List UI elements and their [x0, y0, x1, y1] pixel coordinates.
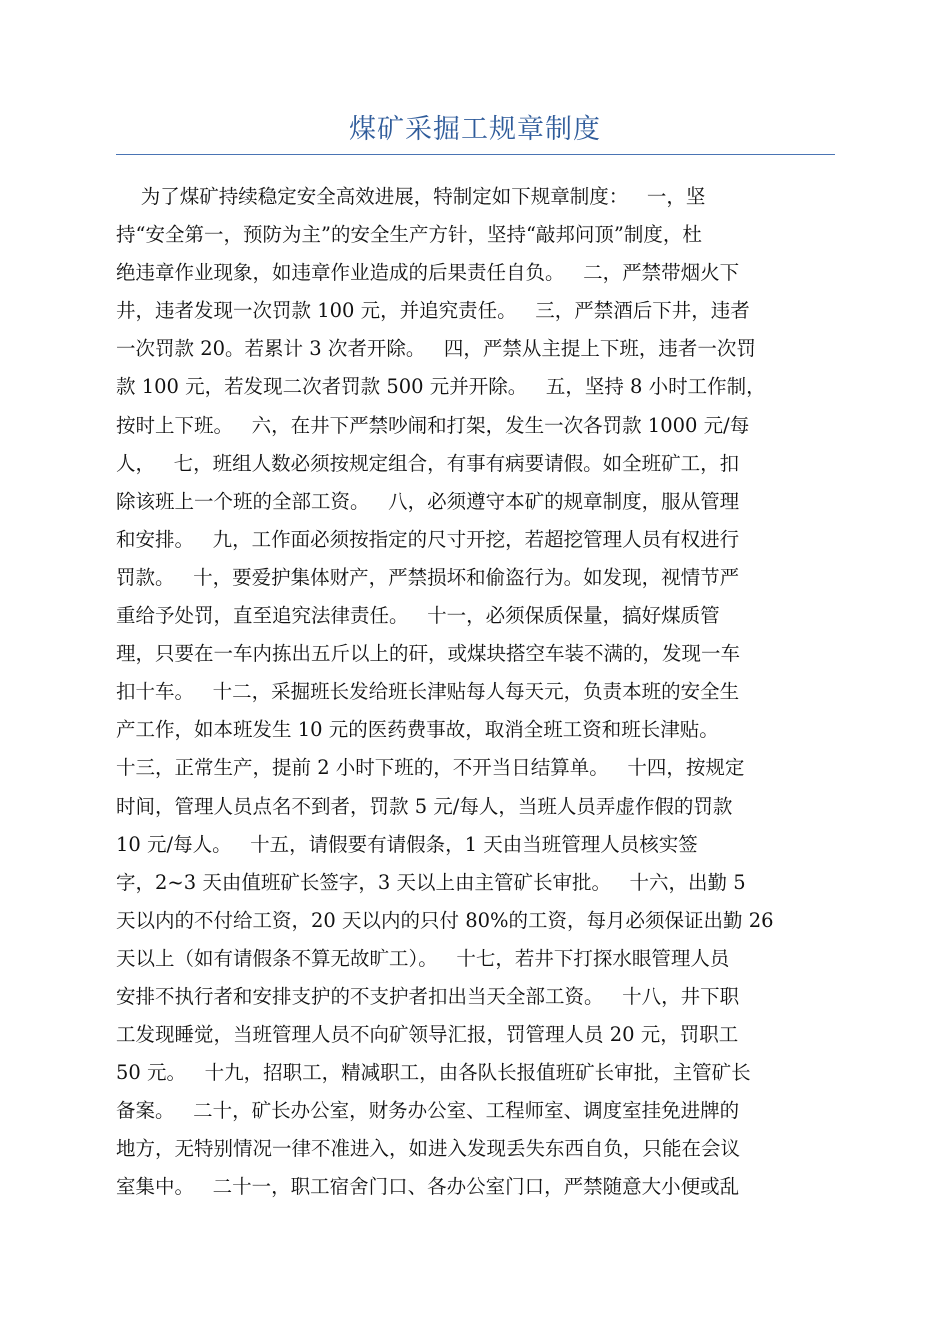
body-line: 持“安全第一，预防为主”的安全生产方针，坚持“敲邦问顶”制度，杜 [116, 223, 702, 247]
body-line: 地方，无特别情况一律不准进入，如进入发现丢失东西自负，只能在会议 [116, 1137, 741, 1161]
body-line: 款 100 元，若发现二次者罚款 500 元并开除。 五，坚持 8 小时工作制， [116, 375, 766, 399]
body-line: 重给予处罚，直至追究法律责任。 十一，必须保质保量，搞好煤质管 [116, 604, 720, 628]
body-line: 工发现睡觉，当班管理人员不向矿领导汇报，罚管理人员 20 元，罚职工 [116, 1023, 739, 1047]
body-line: 理，只要在一车内拣出五斤以上的矸，或煤块搭空车装不满的，发现一车 [116, 642, 741, 666]
body-line: 绝违章作业现象，如违章作业造成的后果责任自负。 二，严禁带烟火下 [116, 261, 740, 285]
body-line: 罚款。 十，要爱护集体财产，严禁损坏和偷盗行为。如发现，视情节严 [116, 565, 740, 589]
document-title: 煤矿采掘工规章制度 [349, 114, 601, 145]
body-line: 安排不执行者和安排支护的不支护者扣出当天全部工资。 十八，井下职 [116, 984, 740, 1008]
body-line: 和安排。 九，工作面必须按指定的尺寸开挖，若超挖管理人员有权进行 [116, 527, 740, 551]
body-line: 为了煤矿持续稳定安全高效进展，特制定如下规章制度： 一，坚 [116, 185, 706, 208]
document-body [116, 178, 856, 1207]
body-line: 字，2~3 天由值班矿长签字，3 天以上由主管矿长审批。 十六，出勤 5 [116, 870, 746, 894]
body-line: 天以内的不付给工资，20 天以内的只付 80%的工资，每月必须保证出勤 26 [116, 908, 774, 932]
body-line: 按时上下班。 六，在井下严禁吵闹和打架，发生一次各罚款 1000 元/每 [116, 413, 750, 437]
body-line: 室集中。 二十一，职工宿舍门口、各办公室门口，严禁随意大小便或乱 [116, 1175, 740, 1199]
body-line: 10 元/每人。 十五，请假要有请假条，1 天由当班管理人员核实签 [116, 832, 698, 856]
body-line: 备案。 二十，矿长办公室，财务办公室、工程师室、调度室挂免进牌的 [116, 1099, 740, 1123]
body-line: 扣十车。 十二，采掘班长发给班长津贴每人每天元，负责本班的安全生 [116, 680, 740, 704]
body-line: 一次罚款 20。若累计 3 次者开除。 四，严禁从主提上下班，违者一次罚 [116, 337, 756, 361]
body-line: 除该班上一个班的全部工资。 八，必须遵守本矿的规章制度，服从管理 [116, 489, 740, 513]
body-line: 井，违者发现一次罚款 100 元，并追究责任。 三，严禁酒后下井，违者 [116, 299, 750, 323]
body-line: 产工作，如本班发生 10 元的医药费事故，取消全班工资和班长津贴。 [116, 718, 719, 742]
body-line: 50 元。 十九，招职工，精减职工，由各队长报值班矿长审批，主管矿长 [116, 1061, 751, 1085]
body-line: 天以上（如有请假条不算无故旷工）。 十七，若井下打探水眼管理人员 [116, 946, 730, 970]
body-line: 时间，管理人员点名不到者，罚款 5 元/每人，当班人员弄虚作假的罚款 [116, 794, 733, 818]
title-underline [116, 154, 835, 155]
body-line: 人， 七，班组人数必须按规定组合，有事有病要请假。如全班矿工，扣 [116, 451, 740, 475]
body-line: 十三，正常生产，提前 2 小时下班的，不开当日结算单。 十四，按规定 [116, 756, 745, 780]
